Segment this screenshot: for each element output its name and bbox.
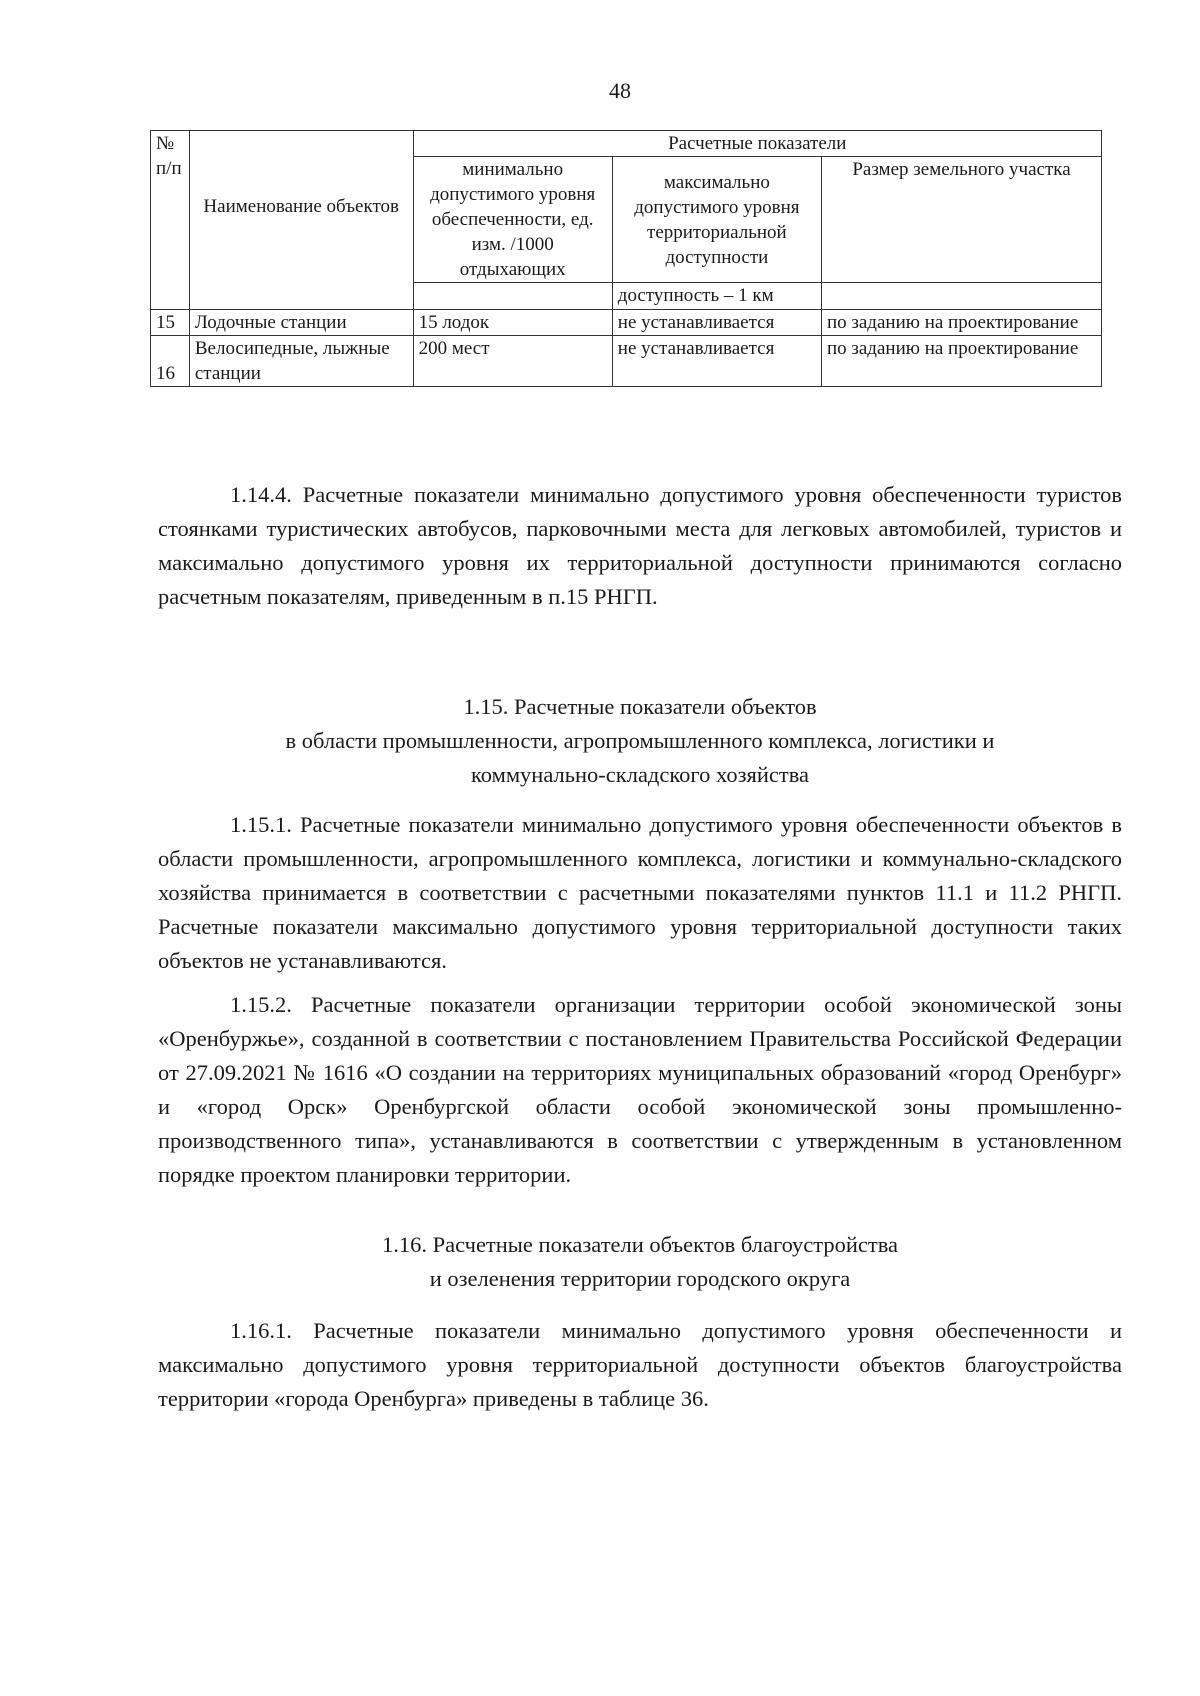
table-row	[151, 335, 1102, 386]
header-min: минимально допустимого уровня обеспеченности, ед. изм. /1000 отдыхающих	[413, 157, 612, 283]
heading-line: 1.15. Расчетные показатели объектов	[463, 694, 817, 719]
section-heading-1-16	[158, 1228, 1122, 1296]
header-group: Расчетные показатели	[413, 131, 1101, 157]
indicators-table	[150, 130, 1102, 387]
cell-area: по заданию на проектирование	[821, 335, 1101, 386]
paragraph-1-15-1	[158, 808, 1122, 978]
table-header-row-1	[151, 131, 1102, 157]
paragraph-1-15-2	[158, 988, 1122, 1192]
table-row	[151, 309, 1102, 335]
cell-min: 200 мест	[413, 335, 612, 386]
cell-num: 16	[151, 335, 190, 386]
heading-line: и озеленения территории городского округа	[429, 1266, 851, 1291]
cell-continuation: доступность – 1 км	[612, 283, 821, 309]
header-area: Размер земельного участка	[821, 157, 1101, 283]
header-num: № п/п	[151, 131, 190, 283]
cell-num: 15	[151, 309, 190, 335]
header-max: максимально допустимого уровня территориальной доступности	[612, 157, 821, 283]
paragraph-1-16-1	[158, 1314, 1122, 1416]
table-row-continuation	[151, 283, 1102, 309]
paragraph-text: 1.15.2. Расчетные показатели организации территории особой экономической зоны «Оренбуржье», созданной в соответствии с постановлением Правительства Российской Федерации от 27.09.2021 № 1616 «О создании на территориях муниципальных образований «город Оренбург» и «город Орск» Оренбургской области особой экономической зоны промышленно-производственного типа», устанавливаются в соответствии с утвержденным в установленном порядке проектом планировки территории.	[158, 992, 1122, 1187]
heading-line: 1.16. Расчетные показатели объектов благоустройства	[381, 1232, 899, 1257]
section-heading-1-15	[158, 690, 1122, 792]
cell-max: не устанавливается	[612, 309, 821, 335]
paragraph-text: 1.14.4. Расчетные показатели минимально допустимого уровня обеспеченности туристов стоянками туристических автобусов, парковочными места для легковых автомобилей, туристов и максимально допустимого уровня их территориальной доступности принимаются согласно расчетным показателям, приведенным в п.15 РНГП.	[158, 482, 1122, 609]
cell-max: не устанавливается	[612, 335, 821, 386]
cell-name: Лодочные станции	[189, 309, 413, 335]
paragraph-text: 1.16.1. Расчетные показатели минимально допустимого уровня обеспеченности и максимально допустимого уровня территориальной доступности объектов благоустройства территории «города Оренбурга» приведены в таблице 36.	[158, 1318, 1122, 1411]
paragraph-text: 1.15.1. Расчетные показатели минимально допустимого уровня обеспеченности объектов в области промышленности, агропромышленного комплекса, логистики и коммунально-складского хозяйства принимается в соответствии с расчетными показателями пунктов 11.1 и 11.2 РНГП. Расчетные показатели максимально допустимого уровня территориальной доступности таких объектов не устанавливаются.	[158, 812, 1122, 973]
header-name: Наименование объектов	[189, 131, 413, 283]
heading-line: коммунально-складского хозяйства	[470, 762, 810, 787]
page-number: 48	[609, 78, 631, 103]
cell-name: Велосипедные, лыжные станции	[189, 335, 413, 386]
paragraph-1-14-4	[158, 478, 1122, 614]
cell-min: 15 лодок	[413, 309, 612, 335]
cell-area: по заданию на проектирование	[821, 309, 1101, 335]
heading-line: в области промышленности, агропромышленного комплекса, логистики и	[285, 728, 995, 753]
